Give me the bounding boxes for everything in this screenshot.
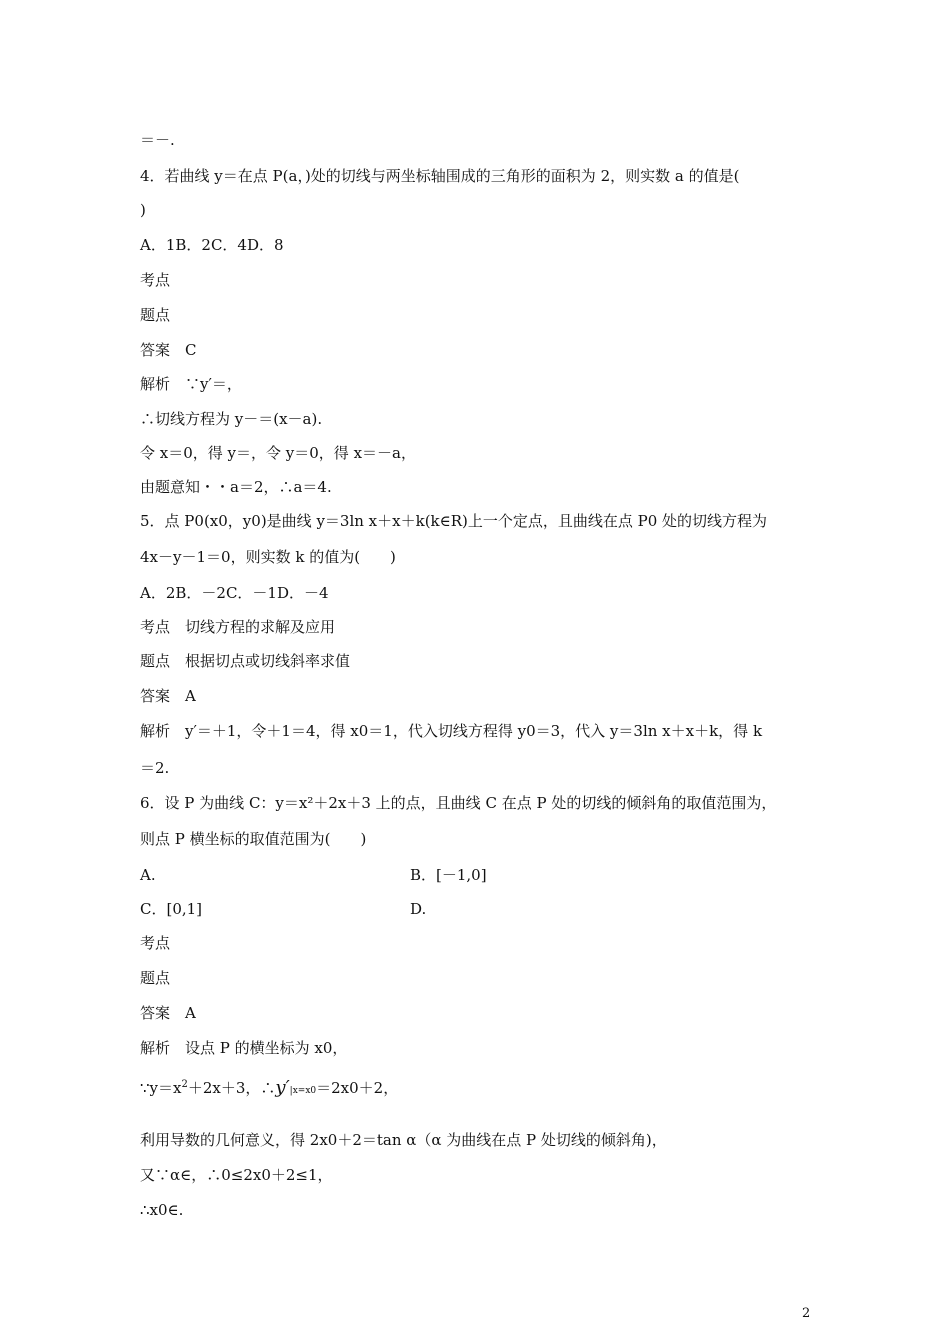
evaluation-subscript: |x=x0: [289, 1086, 317, 1096]
exponent: 2: [181, 1079, 188, 1090]
option-d: D.: [410, 900, 427, 918]
text-line: ∴x0∈.: [140, 1201, 184, 1219]
option-b: B．[－1,0]: [410, 866, 487, 884]
answer-line: 答案 A: [140, 687, 196, 705]
analysis-line: 解析 ∵y′＝，: [140, 375, 242, 393]
kaodian-label: 考点: [140, 271, 171, 289]
tidian-label: 题点: [140, 306, 171, 324]
question-6-stem-cont: 则点 P 横坐标的取值范围为( ): [140, 830, 367, 848]
formula-line: [140, 1078, 398, 1101]
question-5-stem: 5．点 P0(x0，y0)是曲线 y＝3ln x＋x＋k(k∈R)上一个定点，且曲线在点 P0 处的切线方程为: [140, 512, 768, 530]
text-line: 利用导数的几何意义，得 2x0＋2＝tan α（α 为曲线在点 P 处切线的倾斜角)，: [140, 1131, 667, 1149]
text-line: 由题意知・・a＝2，∴a＝4.: [140, 478, 332, 496]
formula-part: ＋2x＋3，∴: [187, 1079, 276, 1097]
answer-line: 答案 A: [140, 1004, 196, 1022]
text-line: 令 x＝0，得 y＝，令 y＝0，得 x＝－a，: [140, 444, 416, 462]
text-line: ∴切线方程为 y－＝(x－a).: [140, 410, 323, 428]
question-6-stem: 6．设 P 为曲线 C：y＝x²＋2x＋3 上的点，且曲线 C 在点 P 处的切线的倾斜角的取值范围为，: [140, 794, 777, 812]
text-line: ＝－.: [140, 131, 175, 149]
analysis-line: 解析 y′＝＋1，令＋1＝4，得 x0＝1，代入切线方程得 y0＝3，代入 y＝3ln x＋x＋k，得 k: [140, 722, 763, 740]
kaodian-line: 考点 切线方程的求解及应用: [140, 618, 336, 636]
text-line: ＝2.: [140, 759, 170, 777]
text-line: 又∵α∈，∴0≤2x0＋2≤1，: [140, 1166, 333, 1184]
question-4-stem: 4．若曲线 y＝在点 P(a，)处的切线与两坐标轴围成的三角形的面积为 2，则实数 a 的值是(: [140, 167, 740, 185]
question-4-stem-end: ): [140, 201, 146, 219]
derivative-symbol: y′: [275, 1077, 290, 1098]
formula-part: ∵y＝x: [140, 1079, 182, 1097]
kaodian-label: 考点: [140, 934, 171, 952]
analysis-line: 解析 设点 P 的横坐标为 x0，: [140, 1039, 348, 1057]
option-c: C．[0,1]: [140, 900, 203, 918]
option-a: A.: [140, 866, 156, 884]
question-5-options: A．2B．－2C．－1D．－4: [140, 584, 329, 602]
question-4-options: A．1B．2C．4D．8: [140, 236, 284, 254]
question-5-stem-cont: 4x－y－1＝0，则实数 k 的值为( ): [140, 548, 396, 566]
tidian-line: 题点 根据切点或切线斜率求值: [140, 652, 351, 670]
page-number: 2: [802, 1306, 811, 1321]
tidian-label: 题点: [140, 969, 171, 987]
answer-line: 答案 C: [140, 341, 197, 359]
formula-part: ＝2x0＋2，: [316, 1079, 399, 1097]
